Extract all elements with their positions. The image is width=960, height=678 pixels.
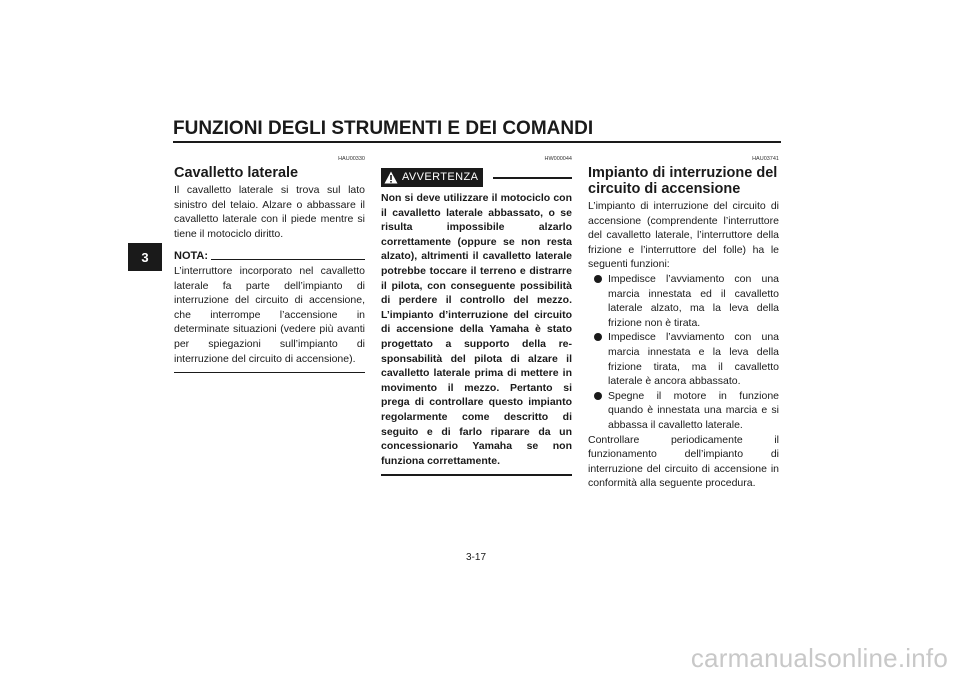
list-item-text: Impedisce l’avviamento con una marcia innestata ed il cavalletto laterale alzato, ma la leva della frizione non è tirata. [608, 272, 779, 329]
nota-end-rule [174, 372, 365, 373]
warning-end-rule [381, 474, 572, 476]
watermark: carmanualsonline.info [690, 643, 948, 673]
warning-triangle-icon [384, 171, 398, 184]
bullet-icon [594, 392, 602, 400]
warning-badge [381, 168, 483, 187]
list-item-text: Spegne il motore in funzione quando è innestata una marcia e si abbassa il cavalletto laterale. [608, 389, 779, 431]
right-column [588, 155, 779, 491]
section-intro: L’impianto di interruzione del circuito di accensione (comprendente l’interruttore del cavalletto laterale, l’interruttore della frizione e l’interruttore del folle) ha le seguenti funzioni: [588, 200, 779, 271]
warning-rule [493, 177, 572, 179]
list-item [588, 389, 779, 433]
section-outro: Controllare periodicamente il funzionamento dell’impianto di interruzione del circuito di accensione in conformità alla seguente procedura. [588, 433, 779, 490]
function-list [588, 272, 779, 433]
header-rule [173, 141, 781, 143]
nota-header [174, 249, 365, 264]
list-item [588, 272, 779, 330]
chapter-tab: 3 [128, 243, 162, 271]
bullet-icon [594, 333, 602, 341]
warning-text: Non si deve utilizzare il motociclo con il cavalletto laterale abbassato, o se risulta impossibile alzarlo correttamente (oppure se non resta alzato), altrimenti il cavalletto laterale potrebbe toccare il terreno e distrarre il pilota, con conseguente possibilità di perdere il controllo del mezzo. L’impianto d’interruzione del circuito di accensione della Yamaha è stato progettato a supporto della responsabilità del pilota di alzare il cavalletto laterale prima di mettere in movimento il mezzo. Pertanto si prega di controllare questo impianto regolarmente come descritto di seguito e di farlo riparare da un concessionario Yamaha se non funziona correttamente. [381, 192, 572, 467]
section-heading: Impianto di interruzione del circuito di accensione [588, 165, 778, 197]
section-paragraph: Il cavalletto laterale si trova sul lato sinistro del telaio. Alzare o abbassare il cavalletto laterale con il piede mentre si tiene il motociclo diritto. [174, 184, 365, 240]
middle-column [381, 155, 572, 476]
section-code: HAU00330 [338, 156, 365, 162]
list-item [588, 330, 779, 388]
left-column [174, 155, 365, 373]
bullet-icon [594, 275, 602, 283]
section-code: HAU03741 [752, 156, 779, 162]
warning-header [381, 168, 572, 187]
warning-code: HW000044 [544, 156, 572, 162]
nota-text: L’interruttore incorporato nel cavalletto laterale fa parte dell’impianto di interruzione del circuito di accensione, che interrompe l’accensione in determinate situazioni (vedere più avanti per spiegazioni sull’impianto di interruzione del circuito di accensione). [174, 264, 365, 365]
section-heading: Cavalletto laterale [174, 165, 299, 181]
nota-rule [211, 259, 365, 260]
nota-label: NOTA: [174, 250, 209, 263]
warning-label: AVVERTENZA [402, 171, 479, 184]
list-item-text: Impedisce l’avviamento con una marcia innestata e la leva della frizione tirata, ma il cavalletto laterale è ancora abbassato. [608, 331, 779, 388]
page-number: 3-17 [466, 552, 487, 563]
page-title: FUNZIONI DEGLI STRUMENTI E DEI COMANDI [173, 118, 594, 139]
